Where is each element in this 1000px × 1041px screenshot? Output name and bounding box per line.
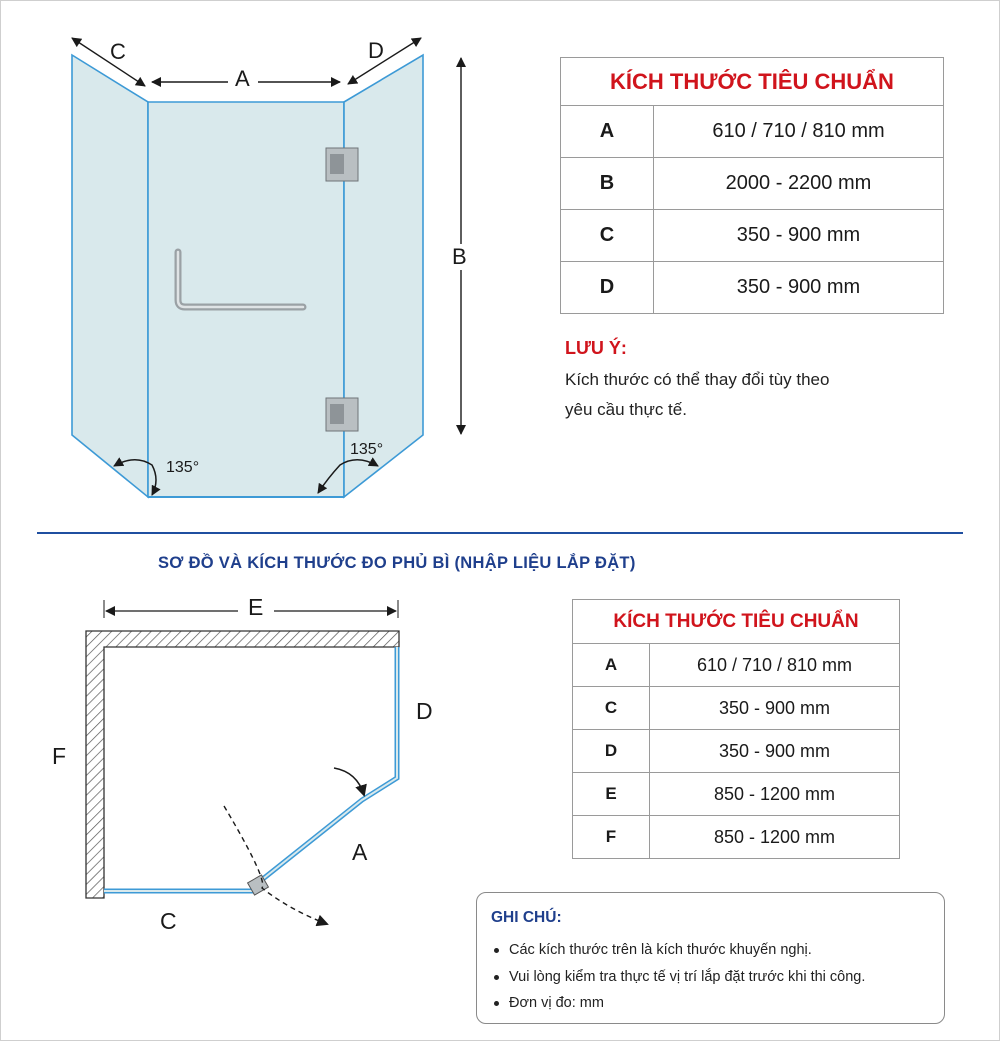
standard-size-table-top xyxy=(560,57,944,314)
note-title: LƯU Ý: xyxy=(565,338,627,358)
glass-panel-left xyxy=(72,55,148,497)
table-row: D 350 - 900 mm xyxy=(573,730,900,773)
label-a-top: A xyxy=(235,66,250,91)
label-c-plan: C xyxy=(160,908,177,934)
list-item: Đơn vị đo: mm xyxy=(491,990,865,1017)
list-item: Vui lòng kiểm tra thực tế vị trí lắp đặt trước khi thi công. xyxy=(491,964,865,991)
table-title: KÍCH THƯỚC TIÊU CHUẨN xyxy=(573,600,900,644)
table-row: F 850 - 1200 mm xyxy=(573,816,900,859)
label-b-top: B xyxy=(452,244,467,269)
notes-box xyxy=(476,892,945,1024)
hinge-bottom xyxy=(326,398,358,431)
section-title: SƠ ĐỒ VÀ KÍCH THƯỚC ĐO PHỦ BÌ (NHẬP LIỆU LẮP ĐẶT) xyxy=(158,554,636,572)
notes-list xyxy=(491,937,865,1017)
label-a-plan: A xyxy=(352,839,368,865)
table-title: KÍCH THƯỚC TIÊU CHUẨN xyxy=(561,58,944,106)
table-row: A 610 / 710 / 810 mm xyxy=(573,644,900,687)
notes-title: GHI CHÚ: xyxy=(491,909,562,926)
label-f: F xyxy=(52,743,67,769)
note-line-2: yêu cầu thực tế. xyxy=(565,400,687,419)
table-row: A 610 / 710 / 810 mm xyxy=(561,106,944,158)
standard-size-table-plan xyxy=(572,599,900,859)
table-row: B 2000 - 2200 mm xyxy=(561,158,944,210)
label-d-plan: D xyxy=(416,698,433,724)
table-row: D 350 - 900 mm xyxy=(561,262,944,314)
label-d-top: D xyxy=(368,38,384,63)
section-divider xyxy=(37,532,963,534)
table-row: C 350 - 900 mm xyxy=(561,210,944,262)
table-row: E 850 - 1200 mm xyxy=(573,773,900,816)
angle-left: 135° xyxy=(166,459,200,476)
label-e: E xyxy=(248,594,264,620)
hinge-top xyxy=(326,148,358,181)
label-c-top: C xyxy=(110,39,126,64)
table-row: C 350 - 900 mm xyxy=(573,687,900,730)
shower-plan-diagram xyxy=(52,594,433,934)
note-line-1: Kích thước có thể thay đổi tùy theo xyxy=(565,370,830,389)
list-item: Các kích thước trên là kích thước khuyến nghị. xyxy=(491,937,865,964)
angle-right: 135° xyxy=(350,441,384,458)
